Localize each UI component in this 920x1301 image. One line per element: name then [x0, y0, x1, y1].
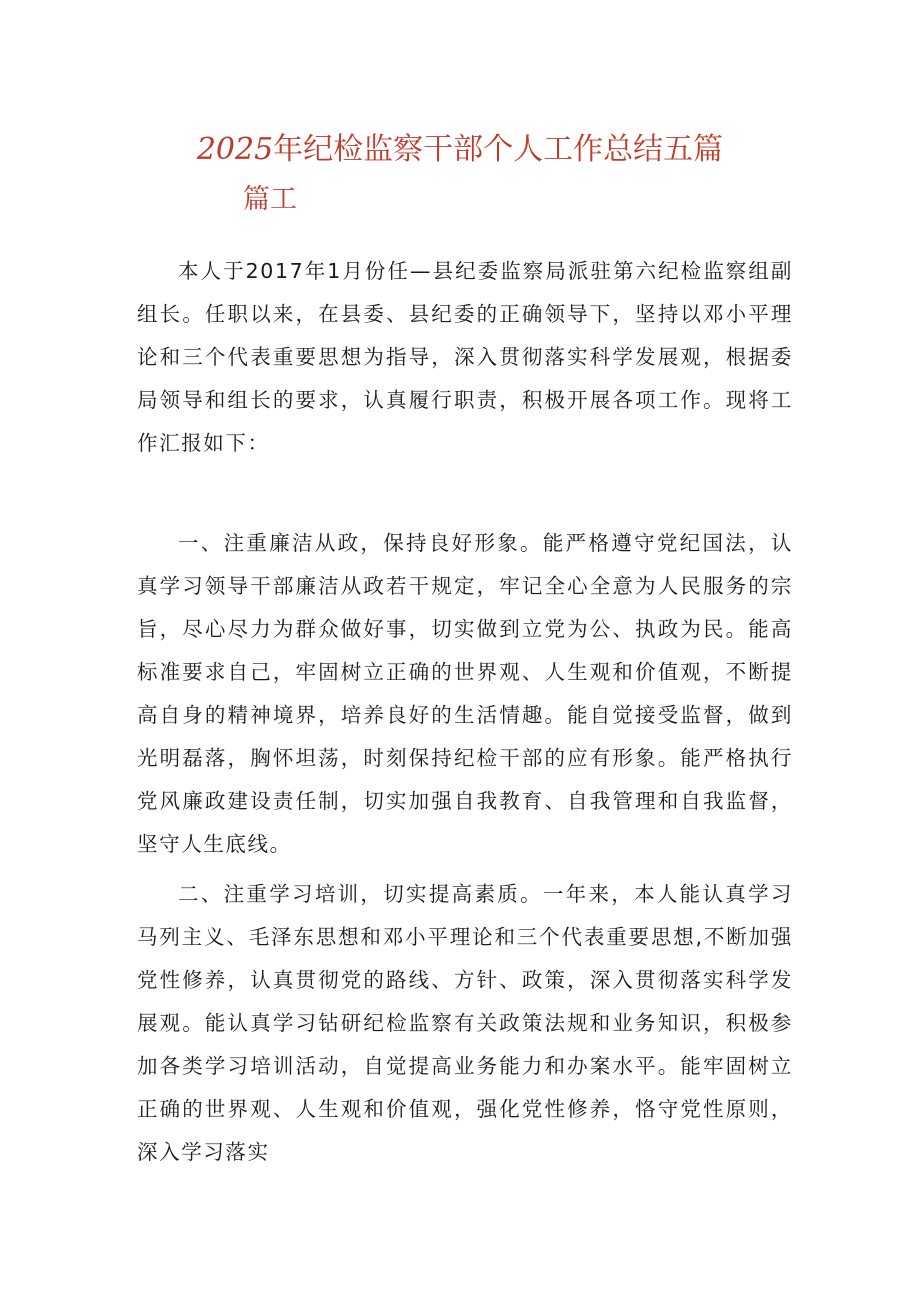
paragraph-integrity: 一、注重廉洁从政，保持良好形象。能严格遵守党纪国法，认真学习领导干部廉洁从政若干规定，牢记全心全意为人民服务的宗旨，尽心尽力为群众做好事，切实做到立党为公、执政为民。能高标准要求自己，牢固树立正确的世界观、人生观和价值观，不断提高自身的精神境界，培养良好的生活情趣。能自觉接受监督，做到光明磊落，胸怀坦荡，时刻保持纪检干部的应有形象。能严格执行党风廉政建设责任制，切实加强自我教育、自我管理和自我监督，坚守人生底线。	[137, 531, 793, 856]
title-year: 2025	[196, 132, 274, 167]
title-text: 年纪检监察干部个人工作总结五篇	[273, 132, 724, 167]
paragraph-study: 二、注重学习培训，切实提高素质。一年来，本人能认真学习马列主义、毛泽东思想和邓小平理论和三个代表重要思想,不断加强党性修养，认真贯彻党的路线、方针、政策，深入贯彻落实科学发展观。能认真学习钻研纪检监察有关政策法规和业务知识，积极参加各类学习培训活动，自觉提高业务能力和办案水平。能牢固树立正确的世界观、人生观和价值观，强化党性修养，恪守党性原则，深入学习落实	[137, 882, 793, 1164]
document-title	[0, 128, 920, 172]
paragraph-intro: 本人于2017年1月份任—县纪委监察局派驻第六纪检监察组副组长。任职以来，在县委、县纪委的正确领导下，坚持以邓小平理论和三个代表重要思想为指导，深入贯彻落实科学发展观，根据委局领导和组长的要求，认真履行职责，积极开展各项工作。现将工作汇报如下：	[137, 259, 793, 455]
section-heading: 篇工	[243, 184, 297, 215]
